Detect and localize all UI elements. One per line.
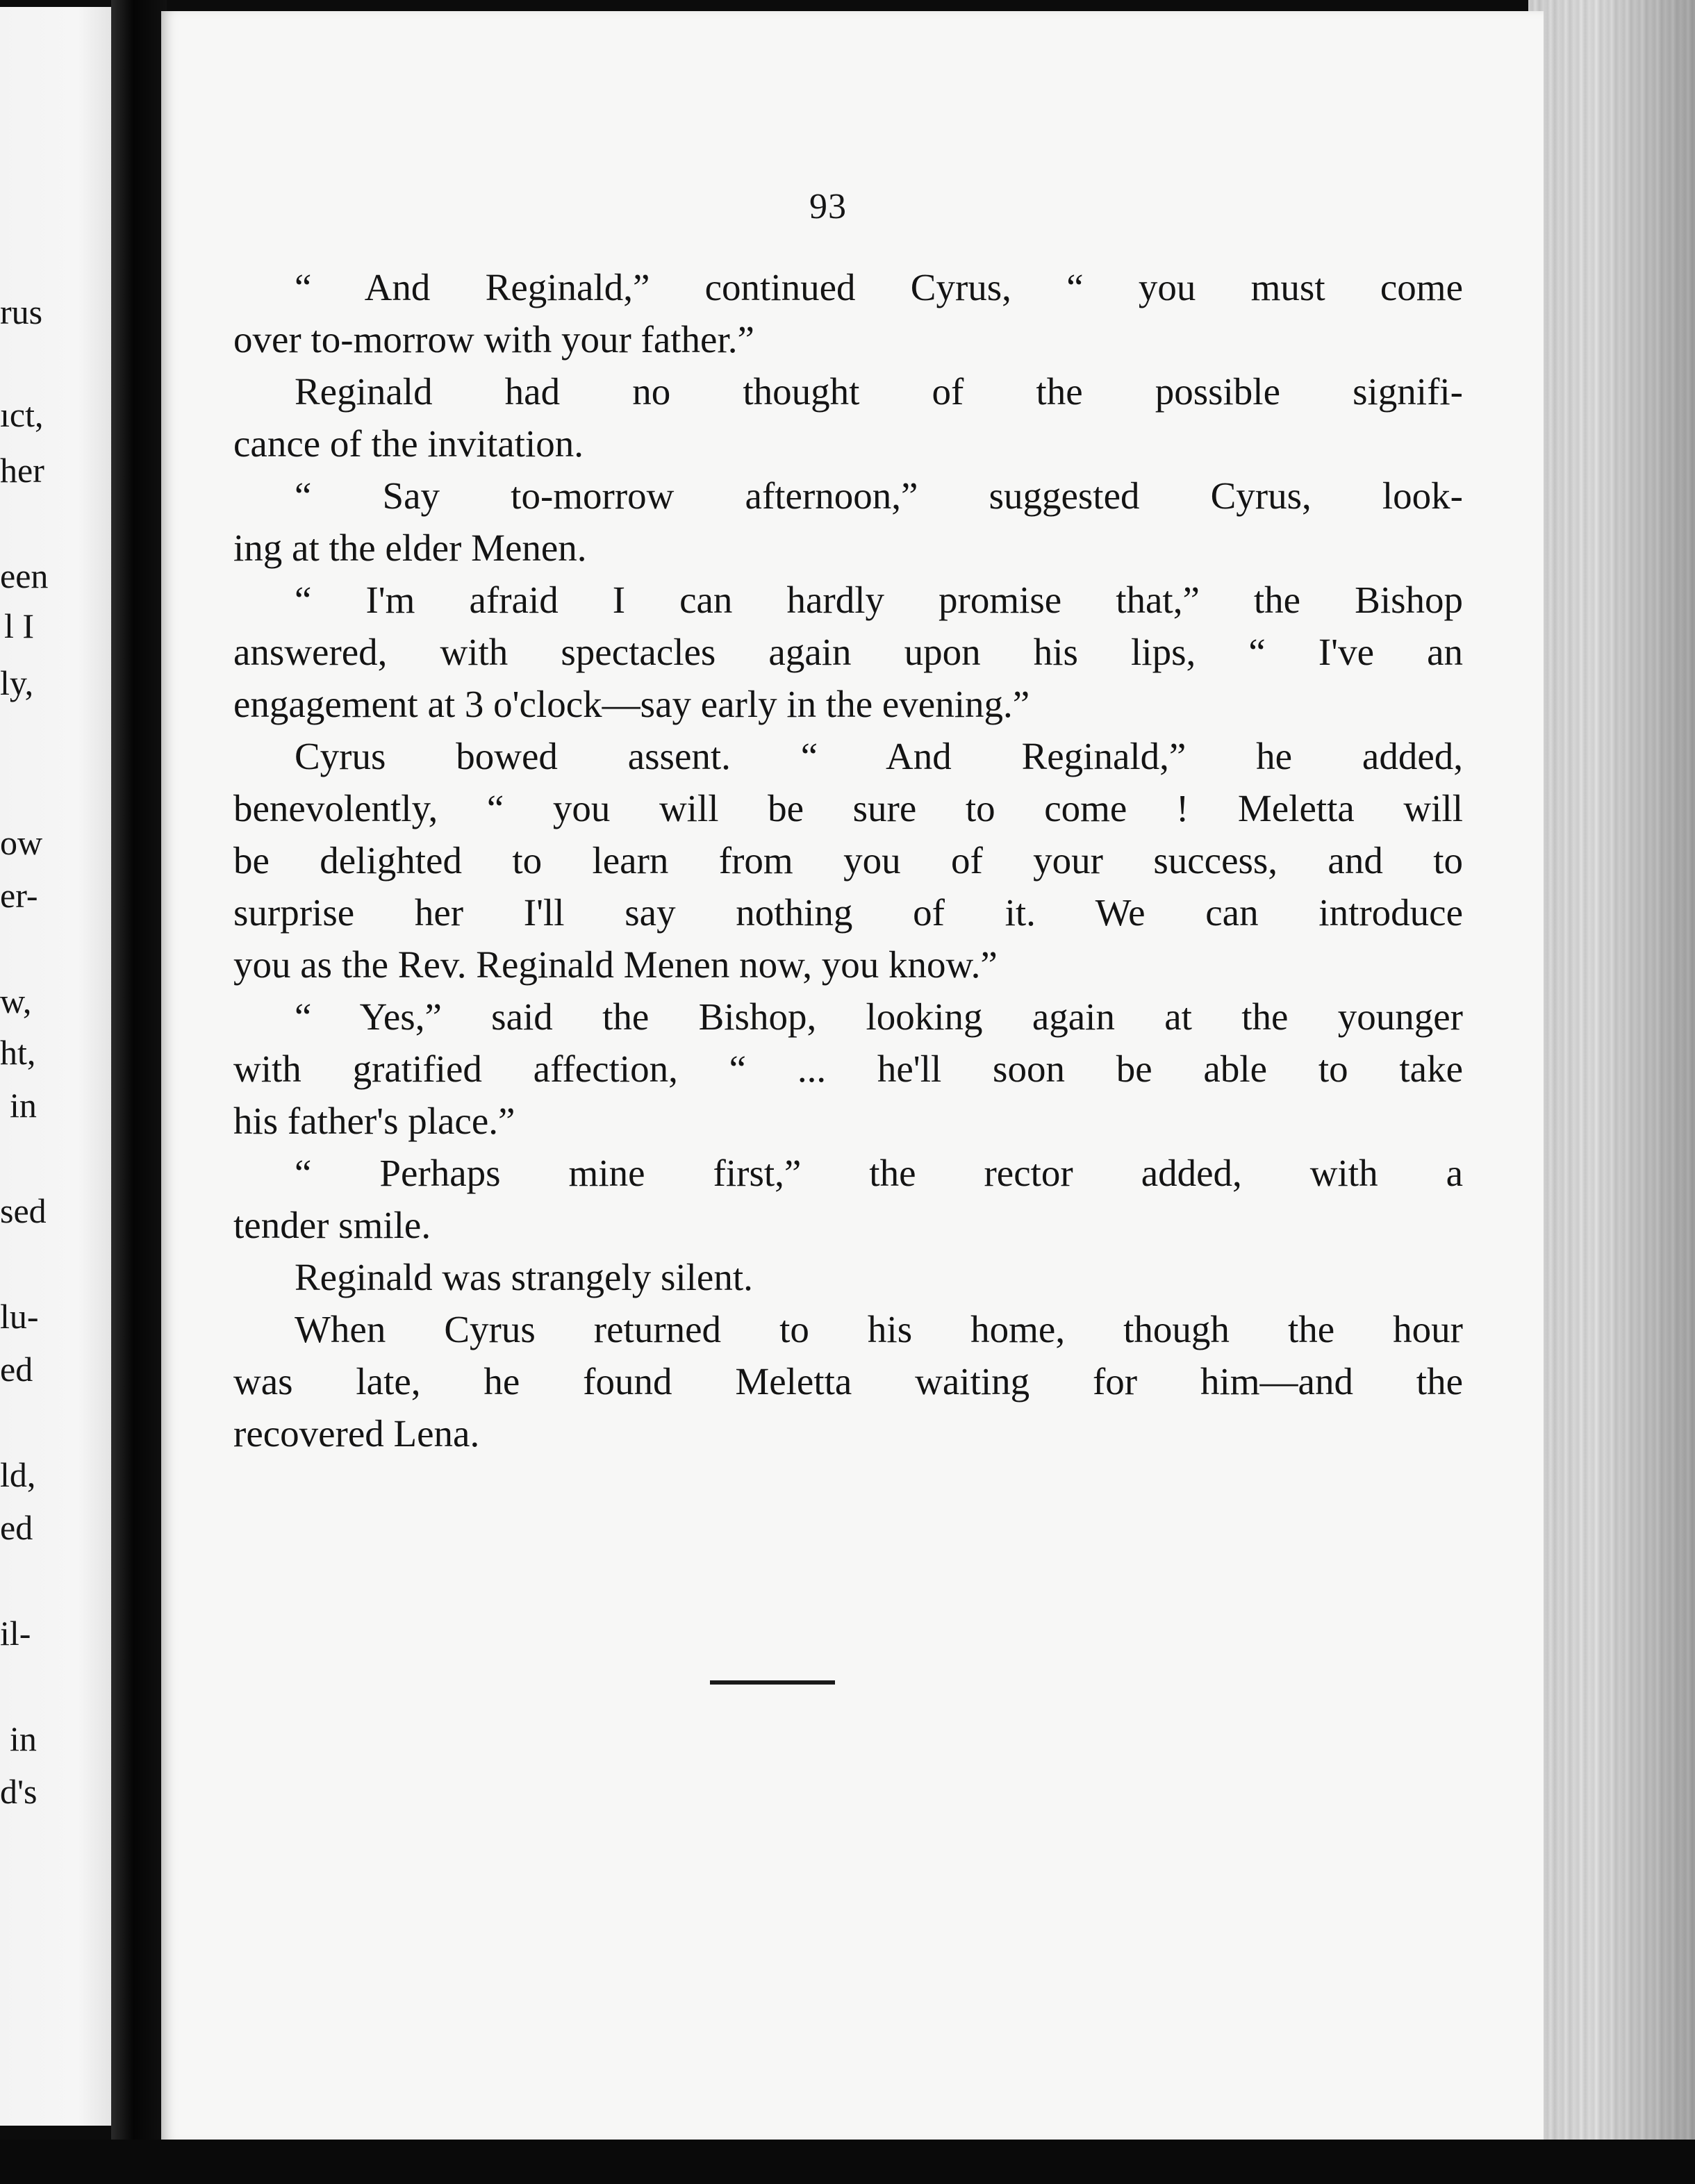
left-fragment: ly, [0, 663, 34, 702]
left-fragment: in [10, 1719, 37, 1758]
text-line: his father's place.” [233, 1100, 515, 1142]
left-fragment: ld, [0, 1455, 36, 1494]
text-line: “ Yes,” said the Bishop, looking again at the younger [295, 995, 1463, 1038]
text-line: recovered Lena. [233, 1412, 480, 1455]
text-line: Cyrus bowed assent. “ And Reginald,” he added, [295, 735, 1463, 777]
text-line: “ Say to-morrow afternoon,” suggested Cyrus, look- [295, 474, 1463, 517]
text-line: “ Perhaps mine first,” the rector added, with a [295, 1152, 1463, 1194]
book-gutter [111, 0, 167, 2184]
left-fragment: een [0, 556, 49, 595]
left-fragment: rus [0, 292, 43, 331]
book-page [161, 11, 1544, 2142]
page-edges-shadow [1528, 0, 1695, 2184]
left-fragment: in [10, 1086, 37, 1125]
left-fragment: ed [0, 1508, 33, 1547]
left-fragment: lu- [0, 1297, 39, 1336]
left-fragment: ht, [0, 1033, 36, 1072]
page-body-text [233, 261, 1463, 1459]
text-line: was late, he found Meletta waiting for him—and the [233, 1360, 1463, 1403]
text-line: benevolently, “ you will be sure to come ! Meletta will [233, 787, 1463, 829]
left-fragment: ow [0, 823, 43, 862]
end-rule [710, 1680, 835, 1685]
text-line: “ And Reginald,” continued Cyrus, “ you must come [295, 266, 1463, 308]
left-fragment: sed [0, 1191, 47, 1230]
text-line: with gratified affection, “ ... he'll soon be able to take [233, 1048, 1463, 1090]
left-fragment: er- [0, 876, 38, 915]
left-fragment: d's [0, 1772, 38, 1811]
left-fragment: w, [0, 982, 32, 1020]
page-number: 93 [809, 187, 847, 226]
left-fragment: l I [4, 606, 35, 645]
text-line: Reginald had no thought of the possible signifi- [295, 370, 1463, 413]
text-line: tender smile. [233, 1204, 431, 1246]
previous-page-text-fragments [0, 0, 111, 2184]
text-line: When Cyrus returned to his home, though the hour [295, 1308, 1463, 1350]
left-fragment: ıct, [0, 395, 44, 434]
text-line: “ I'm afraid I can hardly promise that,” the Bishop [295, 579, 1463, 621]
text-line: you as the Rev. Reginald Menen now, you know.” [233, 943, 998, 986]
scan-bottom-border [0, 2140, 1695, 2184]
text-line: be delighted to learn from you of your success, and to [233, 839, 1463, 882]
text-line: Reginald was strangely silent. [295, 1256, 753, 1298]
text-line: answered, with spectacles again upon his lips, “ I've an [233, 631, 1463, 673]
left-fragment: ed [0, 1350, 33, 1389]
text-line: over to-morrow with your father.” [233, 318, 754, 361]
left-fragment: il- [0, 1614, 31, 1653]
text-line: engagement at 3 o'clock—say early in the evening.” [233, 683, 1030, 725]
text-line: ing at the elder Menen. [233, 527, 587, 569]
left-fragment: her [0, 451, 44, 490]
text-line: cance of the invitation. [233, 422, 584, 465]
text-line: surprise her I'll say nothing of it. We can introduce [233, 891, 1463, 934]
